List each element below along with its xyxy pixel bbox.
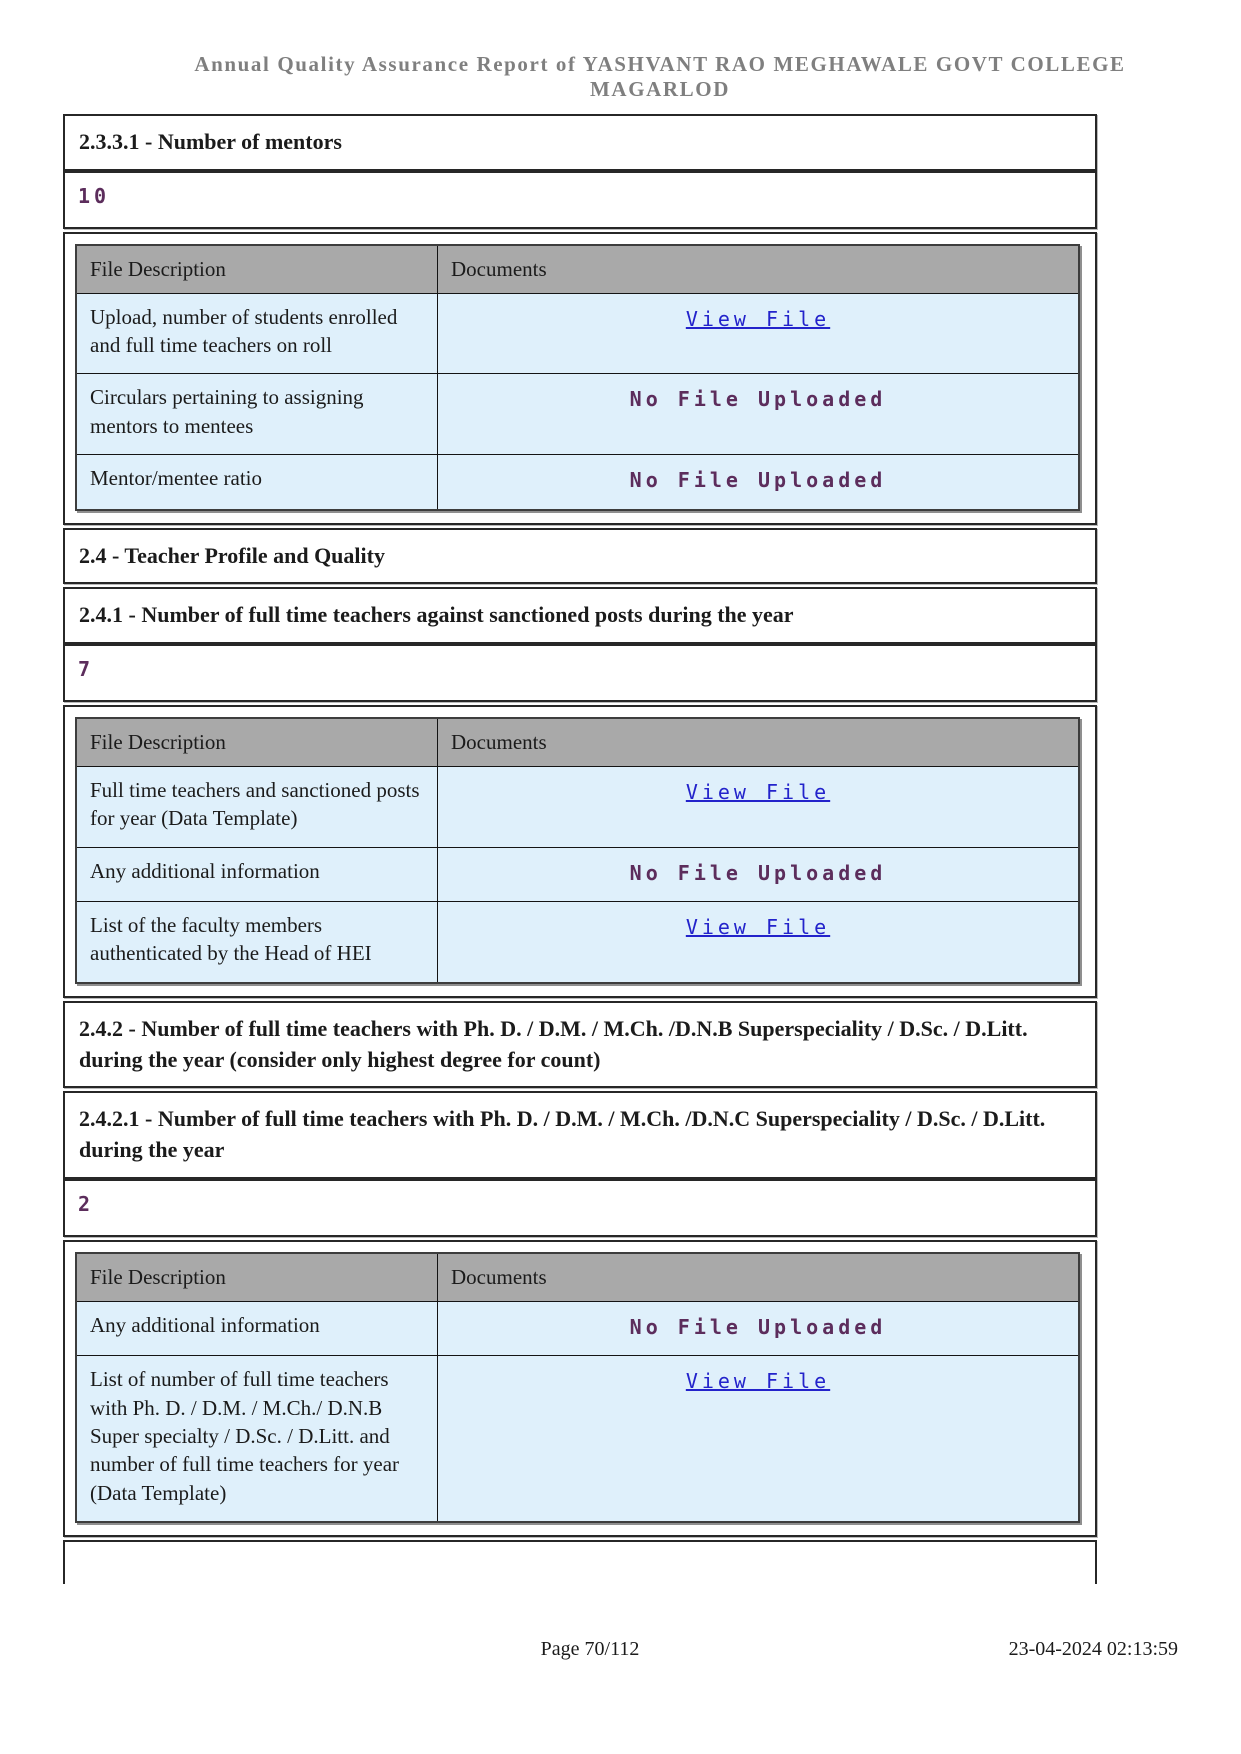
table-row bbox=[76, 1356, 1079, 1522]
view-file-link[interactable]: View File bbox=[685, 1369, 831, 1394]
file-description-cell: Any additional information bbox=[76, 1302, 438, 1356]
file-table bbox=[75, 1252, 1080, 1523]
table-row bbox=[76, 455, 1079, 510]
view-file-link[interactable]: View File bbox=[685, 306, 831, 331]
table-row bbox=[76, 902, 1079, 983]
document-cell bbox=[438, 293, 1080, 374]
section-title-242: 2.4.2 - Number of full time teachers with Ph. D. / D.M. / M.Ch. /D.N.B Superspeciality / D.Sc. / D.Litt. during the year (consider only highest degree for count) bbox=[63, 1001, 1097, 1089]
file-table bbox=[75, 717, 1080, 984]
file-table-container bbox=[63, 232, 1097, 525]
file-table-container bbox=[63, 1240, 1097, 1537]
column-header-documents: Documents bbox=[438, 245, 1080, 294]
column-header-file-description: File Description bbox=[76, 718, 438, 767]
section-title-2331: 2.3.3.1 - Number of mentors bbox=[63, 114, 1097, 171]
table-header-row bbox=[76, 1253, 1079, 1302]
metric-value-2421: 2 bbox=[63, 1179, 1097, 1237]
document-cell bbox=[438, 1302, 1080, 1356]
section-title-2421: 2.4.2.1 - Number of full time teachers with Ph. D. / D.M. / M.Ch. /D.N.C Superspeciality / D.Sc. / D.Litt. during the year bbox=[63, 1091, 1097, 1179]
column-header-documents: Documents bbox=[438, 1253, 1080, 1302]
section-title-241: 2.4.1 - Number of full time teachers against sanctioned posts during the year bbox=[63, 587, 1097, 644]
table-header-row bbox=[76, 245, 1079, 294]
metric-value-241: 7 bbox=[63, 644, 1097, 702]
file-description-cell: Circulars pertaining to assigning mentors to mentees bbox=[76, 374, 438, 455]
report-title: Annual Quality Assurance Report of YASHVANT RAO MEGHAWALE GOVT COLLEGE MAGARLOD bbox=[194, 52, 1126, 101]
column-header-file-description: File Description bbox=[76, 245, 438, 294]
table-row bbox=[76, 374, 1079, 455]
column-header-file-description: File Description bbox=[76, 1253, 438, 1302]
page-number: Page 70/112 bbox=[540, 1638, 640, 1660]
file-description-cell: Mentor/mentee ratio bbox=[76, 455, 438, 510]
table-row bbox=[76, 767, 1079, 848]
document-cell bbox=[438, 767, 1080, 848]
file-description-cell: List of the faculty members authenticated by the Head of HEI bbox=[76, 902, 438, 983]
continuation-box bbox=[63, 1540, 1097, 1584]
no-file-uploaded-text: No File Uploaded bbox=[629, 1315, 887, 1340]
timestamp: 23-04-2024 02:13:59 bbox=[1008, 1638, 1178, 1660]
file-description-cell: List of number of full time teachers with Ph. D. / D.M. / M.Ch./ D.N.B Super specialty / D.Sc. / D.Litt. and number of full time teachers for year (Data Template) bbox=[76, 1356, 438, 1522]
no-file-uploaded-text: No File Uploaded bbox=[629, 387, 887, 412]
table-row bbox=[76, 293, 1079, 374]
table-header-row bbox=[76, 718, 1079, 767]
table-row bbox=[76, 847, 1079, 901]
no-file-uploaded-text: No File Uploaded bbox=[629, 468, 887, 493]
table-row bbox=[76, 1302, 1079, 1356]
file-description-cell: Any additional information bbox=[76, 847, 438, 901]
document-cell bbox=[438, 847, 1080, 901]
document-cell bbox=[438, 1356, 1080, 1522]
document-cell bbox=[438, 455, 1080, 510]
file-table-container bbox=[63, 705, 1097, 998]
metric-value-2331: 10 bbox=[63, 171, 1097, 229]
view-file-link[interactable]: View File bbox=[685, 780, 831, 805]
no-file-uploaded-text: No File Uploaded bbox=[629, 860, 887, 885]
document-cell bbox=[438, 902, 1080, 983]
view-file-link[interactable]: View File bbox=[685, 915, 831, 940]
column-header-documents: Documents bbox=[438, 718, 1080, 767]
report-page-body bbox=[63, 114, 1097, 1584]
file-description-cell: Upload, number of students enrolled and full time teachers on roll bbox=[76, 293, 438, 374]
document-cell bbox=[438, 374, 1080, 455]
file-description-cell: Full time teachers and sanctioned posts for year (Data Template) bbox=[76, 767, 438, 848]
file-table bbox=[75, 244, 1080, 511]
section-title-24: 2.4 - Teacher Profile and Quality bbox=[63, 528, 1097, 585]
